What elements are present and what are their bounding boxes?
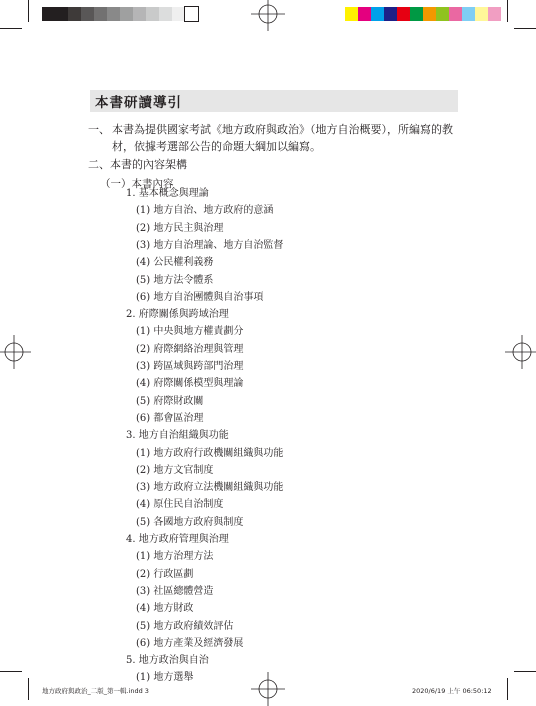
gray-swatch bbox=[81, 7, 94, 21]
crop-mark bbox=[514, 28, 536, 29]
color-swatch bbox=[449, 7, 462, 21]
intro-text: 本書為提供國家考試《地方政府與政治》（地方自治概要），所編寫的教材，依據考選部公告的命題大綱加以編寫。 bbox=[112, 123, 453, 153]
registration-mark-right bbox=[505, 335, 536, 369]
process-color-bar bbox=[345, 7, 501, 21]
outline-topic: (1) 中央與地方權責劃分 bbox=[136, 326, 244, 338]
outline-topic: (5) 地方法令體系 bbox=[136, 274, 214, 286]
outline-topic: (2) 地方民主與治理 bbox=[136, 222, 224, 234]
structure-heading: 二、本書的內容架構 bbox=[88, 158, 187, 171]
outline-topic: (3) 地方自治理論、地方自治監督 bbox=[136, 239, 284, 251]
outline-chapter: 1. 基本概念與理論 bbox=[126, 188, 209, 199]
gray-swatch bbox=[42, 7, 55, 21]
color-swatch bbox=[345, 7, 358, 21]
color-swatch bbox=[358, 7, 371, 21]
gray-swatch bbox=[172, 7, 185, 21]
footer-file-name: 地方政府與政治_二版_第一輯.indd 3 bbox=[42, 687, 149, 695]
color-swatch bbox=[397, 7, 410, 21]
outline-topic: (5) 府際財政關 bbox=[136, 395, 204, 407]
gray-swatch bbox=[68, 7, 81, 21]
outline-topic: (3) 跨區域與跨部門治理 bbox=[136, 361, 244, 372]
outline-chapter: 3. 地方自治組織與功能 bbox=[126, 430, 229, 442]
gray-swatch bbox=[185, 7, 198, 21]
gray-swatch bbox=[133, 7, 146, 21]
outline-topic: (1) 地方選舉 bbox=[136, 672, 194, 684]
outline-topic: (1) 地方治理方法 bbox=[136, 551, 214, 563]
crop-mark bbox=[0, 671, 22, 672]
outline-topic: (6) 地方自治團體與自治事項 bbox=[136, 291, 264, 303]
color-swatch bbox=[488, 7, 501, 21]
intro-paragraph bbox=[88, 121, 468, 155]
crop-mark bbox=[0, 28, 22, 29]
footer-timestamp: 2020/6/19 上午 06:50:12 bbox=[412, 687, 492, 695]
registration-mark-bottom bbox=[251, 672, 285, 706]
color-swatch bbox=[423, 7, 436, 21]
registration-mark-left bbox=[0, 335, 31, 369]
outline-topic: (5) 各國地方政府與制度 bbox=[136, 516, 244, 528]
color-swatch bbox=[410, 7, 423, 21]
section-title: 本書研讀導引 bbox=[95, 95, 182, 111]
crop-mark bbox=[507, 0, 508, 22]
outline-topic: (6) 都會區治理 bbox=[136, 412, 204, 424]
gray-swatch bbox=[94, 7, 107, 21]
color-swatch bbox=[462, 7, 475, 21]
gray-color-bar bbox=[42, 7, 198, 21]
outline-topic: (4) 府際關係模型與理論 bbox=[136, 378, 244, 390]
gray-swatch bbox=[55, 7, 68, 21]
outline-topic: (4) 公民權利義務 bbox=[136, 257, 214, 269]
color-swatch bbox=[475, 7, 488, 21]
gray-swatch bbox=[120, 7, 133, 21]
outline-topic: (6) 地方產業及經濟發展 bbox=[136, 637, 244, 649]
outline-topic: (2) 行政區劃 bbox=[136, 568, 194, 580]
outline-topic: (3) 社區總體營造 bbox=[136, 585, 214, 597]
outline-chapter: 2. 府際關係與跨域治理 bbox=[126, 309, 229, 321]
outline-topic: (1) 地方自治、地方政府的意涵 bbox=[136, 205, 274, 217]
outline-topic: (3) 地方政府立法機關組織與功能 bbox=[136, 482, 284, 494]
outline-topic: (2) 地方文官制度 bbox=[136, 464, 214, 476]
color-swatch bbox=[371, 7, 384, 21]
outline-chapter: 4. 地方政府管理與治理 bbox=[126, 534, 229, 545]
outline-topic: (4) 原住民自治制度 bbox=[136, 499, 224, 511]
intro-number: 一、 bbox=[88, 123, 110, 136]
outline-topic: (4) 地方財政 bbox=[136, 603, 194, 615]
color-swatch bbox=[436, 7, 449, 21]
structure-subheading: （一）本書內容 bbox=[100, 178, 174, 190]
crop-mark bbox=[514, 671, 536, 672]
outline-chapter: 5. 地方政治與自治 bbox=[126, 655, 209, 667]
gray-swatch bbox=[159, 7, 172, 21]
crop-mark bbox=[28, 678, 29, 700]
section-title-box bbox=[90, 90, 458, 112]
outline-topic: (5) 地方政府績效評估 bbox=[136, 620, 234, 632]
outline-topic: (1) 地方政府行政機關組織與功能 bbox=[136, 447, 284, 459]
registration-mark-top bbox=[251, 0, 285, 31]
outline-topic: (2) 府際網絡治理與管理 bbox=[136, 343, 244, 355]
color-swatch bbox=[384, 7, 397, 21]
gray-swatch bbox=[107, 7, 120, 21]
crop-mark bbox=[28, 0, 29, 22]
crop-mark bbox=[507, 678, 508, 700]
gray-swatch bbox=[146, 7, 159, 21]
